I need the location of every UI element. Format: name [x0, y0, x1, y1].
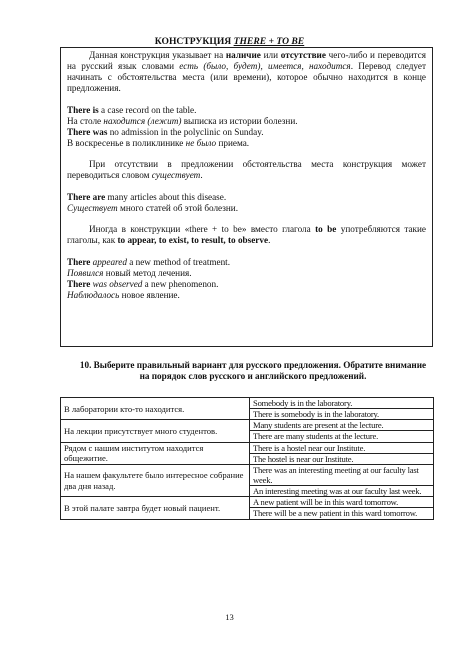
text-run: a case record on the table.	[98, 104, 197, 115]
english-option: There is a hostel near our Institute.	[250, 442, 434, 453]
example-line	[67, 203, 426, 214]
example-line	[67, 116, 426, 127]
english-option: There is somebody is in the laboratory.	[250, 409, 434, 420]
text-run: many articles about this disease.	[105, 191, 227, 202]
bold-run: There was	[67, 126, 108, 137]
table-row	[61, 442, 434, 453]
text-run: На столе	[67, 115, 104, 126]
text-run: .	[200, 170, 203, 181]
english-option: Many students are present at the lecture.	[250, 420, 434, 431]
text-run: .	[268, 235, 271, 246]
english-option: The hostel is near our Institute.	[250, 453, 434, 464]
text-run: В воскресенье в поликлинике	[67, 137, 186, 148]
table-row	[61, 464, 434, 485]
title-construction: THERE + TO BE	[233, 36, 305, 47]
page-number: 13	[225, 612, 234, 622]
example-line	[67, 279, 426, 290]
example-group-3	[67, 257, 426, 301]
section-title	[0, 36, 459, 48]
example-line	[67, 257, 426, 268]
exercise-heading: 10. Выберите правильный вариант для русского предложения. Обратите внимание на порядок слов русского и английского предложений.	[79, 360, 427, 382]
italic-run: was observed	[90, 279, 143, 289]
english-option: A new patient will be in this ward tomorrow.	[250, 497, 434, 508]
example-group-1	[67, 105, 426, 149]
text-run: или	[260, 50, 281, 60]
bold-run: to be	[315, 224, 337, 235]
text-run: a new method of treatment.	[126, 256, 231, 267]
text-run: новый метод лечения.	[103, 267, 192, 278]
example-line	[67, 268, 426, 279]
russian-sentence: На нашем факультете было интересное собрание два дня назад.	[61, 464, 250, 496]
bold-run: наличие	[225, 50, 261, 60]
english-option: There will be a new patient in this ward tomorrow.	[250, 508, 434, 519]
text-run: no admission in the polyclinic on Sunday.	[107, 126, 264, 137]
italic-run: Существует	[67, 202, 118, 213]
text-run: новое явление.	[119, 290, 180, 301]
russian-sentence: Рядом с нашим институтом находится общежитие.	[61, 442, 250, 464]
bold-run: There	[67, 279, 91, 289]
italic-run: Наблюдалось	[67, 290, 120, 301]
example-line	[67, 127, 426, 138]
rule-paragraph-2	[67, 159, 426, 181]
text-run: Данная конструкция указывает на	[89, 50, 226, 60]
bold-run: отсутствие	[280, 50, 326, 60]
bold-run: There is	[67, 104, 99, 115]
example-group-2	[67, 192, 426, 214]
russian-sentence: На лекции присутствует много студентов.	[61, 420, 250, 442]
english-option: Somebody is in the laboratory.	[250, 398, 434, 409]
italic-run: находится (лежит)	[103, 115, 182, 126]
italic-run: не было	[185, 137, 217, 148]
rule-box	[60, 47, 433, 347]
english-option: An interesting meeting was at our faculty last week.	[250, 486, 434, 497]
example-line	[67, 290, 426, 301]
italic-run: есть (было, будет), имеется, находится	[179, 61, 351, 72]
text-run: употребляются такие глаголы, как	[67, 224, 426, 246]
italic-run: Появился	[67, 267, 104, 278]
table-row	[61, 420, 434, 431]
text-run: выписка из истории болезни.	[181, 115, 298, 126]
rule-paragraph-3	[67, 224, 426, 246]
text-run: Иногда в конструкции «there + to be» вместо глагола	[89, 224, 316, 235]
text-run: чего-либо и переводится на русский язык словами	[67, 50, 426, 72]
rule-paragraph-1	[67, 50, 426, 94]
italic-run: appeared	[90, 256, 127, 267]
text-run: a new phenomenon.	[142, 279, 219, 289]
bold-run: to appear, to exist, to result, to observe	[117, 235, 269, 246]
example-line	[67, 138, 426, 149]
table-row	[61, 497, 434, 508]
table-row	[61, 398, 434, 409]
choice-table	[60, 397, 434, 520]
text-run: много статей об этой болезни.	[117, 202, 238, 213]
title-prefix: КОНСТРУКЦИЯ	[154, 36, 234, 47]
english-option: There was an interesting meeting at our faculty last week.	[250, 464, 434, 485]
russian-sentence: В лаборатории кто-то находится.	[61, 398, 250, 420]
italic-run: существует	[151, 170, 201, 181]
example-line	[67, 192, 426, 203]
text-run: . Перевод следует начинать с обстоятельства места (или времени), которое обычно находится в конце предложения.	[67, 61, 426, 94]
example-line	[67, 105, 426, 116]
russian-sentence: В этой палате завтра будет новый пациент.	[61, 497, 250, 519]
text-run: приема.	[216, 137, 250, 148]
text-run: При отсутствии в предложении обстоятельства места конструкция может переводиться словом	[67, 159, 426, 181]
bold-run: There are	[67, 191, 106, 202]
english-option: There are many students at the lecture.	[250, 431, 434, 442]
bold-run: There	[67, 256, 91, 267]
